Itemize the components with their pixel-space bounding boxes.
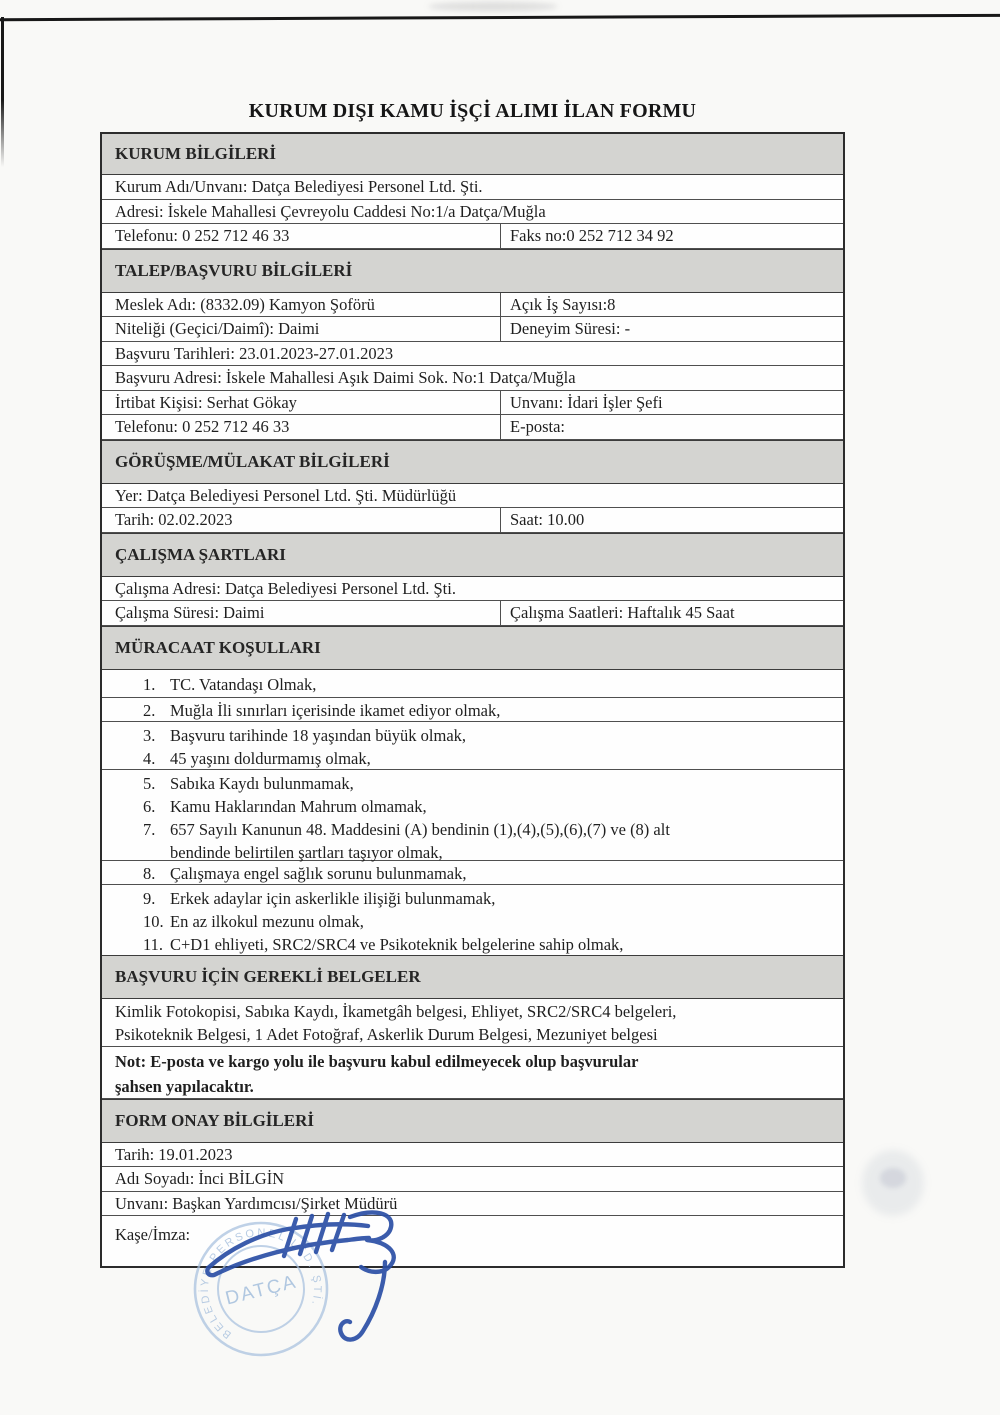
field-acik-is-sayisi: Açık İş Sayısı:8 (510, 294, 616, 314)
field-row-irtibat (102, 391, 843, 416)
signature (198, 1204, 418, 1354)
scan-edge-artifact-top (0, 14, 1000, 21)
scan-smudge-top (428, 2, 558, 11)
field-eposta: E-posta: (510, 417, 565, 436)
list-number: 5. (143, 773, 156, 793)
field-kurum-faks: Faks no:0 252 712 34 92 (510, 226, 674, 245)
field-onay-unvani: Unvanı: Başkan Yardımcısı/Şirket Müdürü (102, 1192, 843, 1217)
field-gorusme-yer: Yer: Datça Belediyesi Personel Ltd. Şti. Müdürlüğü (102, 484, 843, 509)
section-header-talep: TALEP/BAŞVURU BİLGİLERİ (102, 249, 843, 293)
field-gorusme-saat: Saat: 10.00 (510, 510, 585, 529)
field-row-telefon-eposta (102, 415, 843, 440)
document-title: KURUM DIŞI KAMU İŞÇİ ALIMI İLAN FORMU (248, 100, 697, 122)
field-not (102, 1047, 843, 1099)
field-calisma-suresi: Çalışma Süresi: Daimi (102, 601, 501, 625)
field-gorusme-tarih: Tarih: 02.02.2023 (102, 508, 501, 532)
scan-edge-artifact-left (1, 17, 4, 167)
field-row-sure-saat (102, 601, 843, 626)
belgeler-line-1: Kimlik Fotokopisi, Sabıka Kaydı, İkametgâh belgesi, Ehliyet, SRC2/SRC4 belgeleri, (115, 1001, 677, 1021)
form-table (100, 132, 845, 1268)
not-line-2: şahsen yapılacaktır. (115, 1077, 254, 1096)
field-calisma-adresi: Çalışma Adresi: Datça Belediyesi Personel Ltd. Şti. (102, 577, 843, 602)
list-text: Çalışmaya engel sağlık sorunu bulunmamak, (170, 863, 467, 883)
field-kurum-adresi: Adresi: İskele Mahallesi Çevreyolu Caddesi No:1/a Datça/Muğla (102, 200, 843, 225)
list-item-8 (102, 861, 843, 885)
list-number: 6. (143, 796, 156, 816)
list-number: 1. (143, 674, 156, 694)
field-niteligi: Niteliği (Geçici/Daimî): Daimi (102, 317, 501, 341)
field-kurum-telefonu: Telefonu: 0 252 712 46 33 (102, 224, 501, 248)
section-header-belgeler: BAŞVURU İÇİN GEREKLİ BELGELER (102, 955, 843, 999)
field-onay-tarih: Tarih: 19.01.2023 (102, 1143, 843, 1168)
list-text: Sabıka Kaydı bulunmamak, (170, 773, 354, 793)
list-number: 10. (143, 911, 164, 931)
list-text: C+D1 ehliyeti, SRC2/SRC4 ve Psikoteknik belgelerine sahip olmak, (170, 934, 624, 954)
field-basvuru-tarihleri: Başvuru Tarihleri: 23.01.2023-27.01.2023 (102, 342, 843, 367)
field-row-niteligi (102, 317, 843, 342)
field-deneyim-suresi: Deneyim Süresi: - (510, 319, 631, 338)
scan-smudge-right-dot (880, 1168, 906, 1188)
list-item-2 (102, 698, 843, 722)
not-line-1: Not: E-posta ve kargo yolu ile başvuru kabul edilmeyecek olup başvurular (115, 1051, 639, 1071)
field-onay-adi-soyadi: Adı Soyadı: İnci BİLGİN (102, 1167, 843, 1192)
field-gerekli-belgeler (102, 999, 843, 1047)
list-text: En az ilkokul mezunu olmak, (170, 911, 364, 931)
section-header-muracaat: MÜRACAAT KOŞULLARI (102, 626, 843, 670)
list-number: 11. (143, 934, 164, 954)
list-item-9-11 (102, 885, 843, 955)
list-number: 3. (143, 725, 156, 745)
section-header-kurum: KURUM BİLGİLERİ (102, 134, 843, 175)
list-number: 9. (143, 888, 156, 908)
stamp-center-text: DATÇA (223, 1271, 300, 1310)
list-item-5-7 (102, 770, 843, 861)
field-row-meslek (102, 293, 843, 318)
field-irtibat-kisisi: İrtibat Kişisi: Serhat Gökay (102, 391, 501, 415)
list-number: 2. (143, 700, 156, 720)
list-text-continuation: bendinde belirtilen şartları taşıyor olmak, (170, 843, 443, 863)
list-number: 8. (143, 863, 156, 883)
list-item-1 (102, 670, 843, 698)
field-irtibat-unvani: Unvanı: İdari İşler Şefi (510, 392, 663, 412)
list-text: 45 yaşını doldurmamış olmak, (170, 748, 371, 768)
field-meslek-adi: Meslek Adı: (8332.09) Kamyon Şoförü (102, 293, 501, 317)
field-basvuru-adresi: Başvuru Adresi: İskele Mahallesi Aşık Daimi Sok. No:1 Datça/Muğla (102, 366, 843, 391)
field-kase-imza: Kaşe/İmza: (102, 1216, 843, 1266)
list-text: TC. Vatandaşı Olmak, (170, 674, 317, 694)
field-row-telefon-faks (102, 224, 843, 249)
list-number: 7. (143, 819, 156, 839)
list-text: 657 Sayılı Kanunun 48. Maddesini (A) bendinin (1),(4),(5),(6),(7) ve (8) alt (170, 819, 670, 839)
belgeler-line-2: Psikoteknik Belgesi, 1 Adet Fotoğraf, Askerlik Durum Belgesi, Mezuniyet belgesi (115, 1025, 658, 1044)
list-text: Muğla İli sınırları içerisinde ikamet ediyor olmak, (170, 700, 501, 720)
list-text: Erkek adaylar için askerlikle ilişiği bulunmamak, (170, 888, 496, 908)
section-header-calisma: ÇALIŞMA ŞARTLARI (102, 533, 843, 577)
list-number: 4. (143, 748, 156, 768)
section-header-gorusme: GÖRÜŞME/MÜLAKAT BİLGİLERİ (102, 440, 843, 484)
field-calisma-saatleri: Çalışma Saatleri: Haftalık 45 Saat (510, 603, 735, 622)
section-header-onay: FORM ONAY BİLGİLERİ (102, 1099, 843, 1143)
field-talep-telefonu: Telefonu: 0 252 712 46 33 (102, 415, 501, 439)
list-text: Kamu Haklarından Mahrum olmamak, (170, 796, 427, 816)
field-kurum-adi: Kurum Adı/Unvanı: Datça Belediyesi Personel Ltd. Şti. (102, 175, 843, 200)
list-text: Başvuru tarihinde 18 yaşından büyük olmak, (170, 725, 467, 745)
stamp-ring-text: BELEDİYE PERSONEL LTD. ŞTİ. (198, 1226, 324, 1341)
field-row-tarih-saat (102, 508, 843, 533)
list-item-3-4 (102, 722, 843, 770)
